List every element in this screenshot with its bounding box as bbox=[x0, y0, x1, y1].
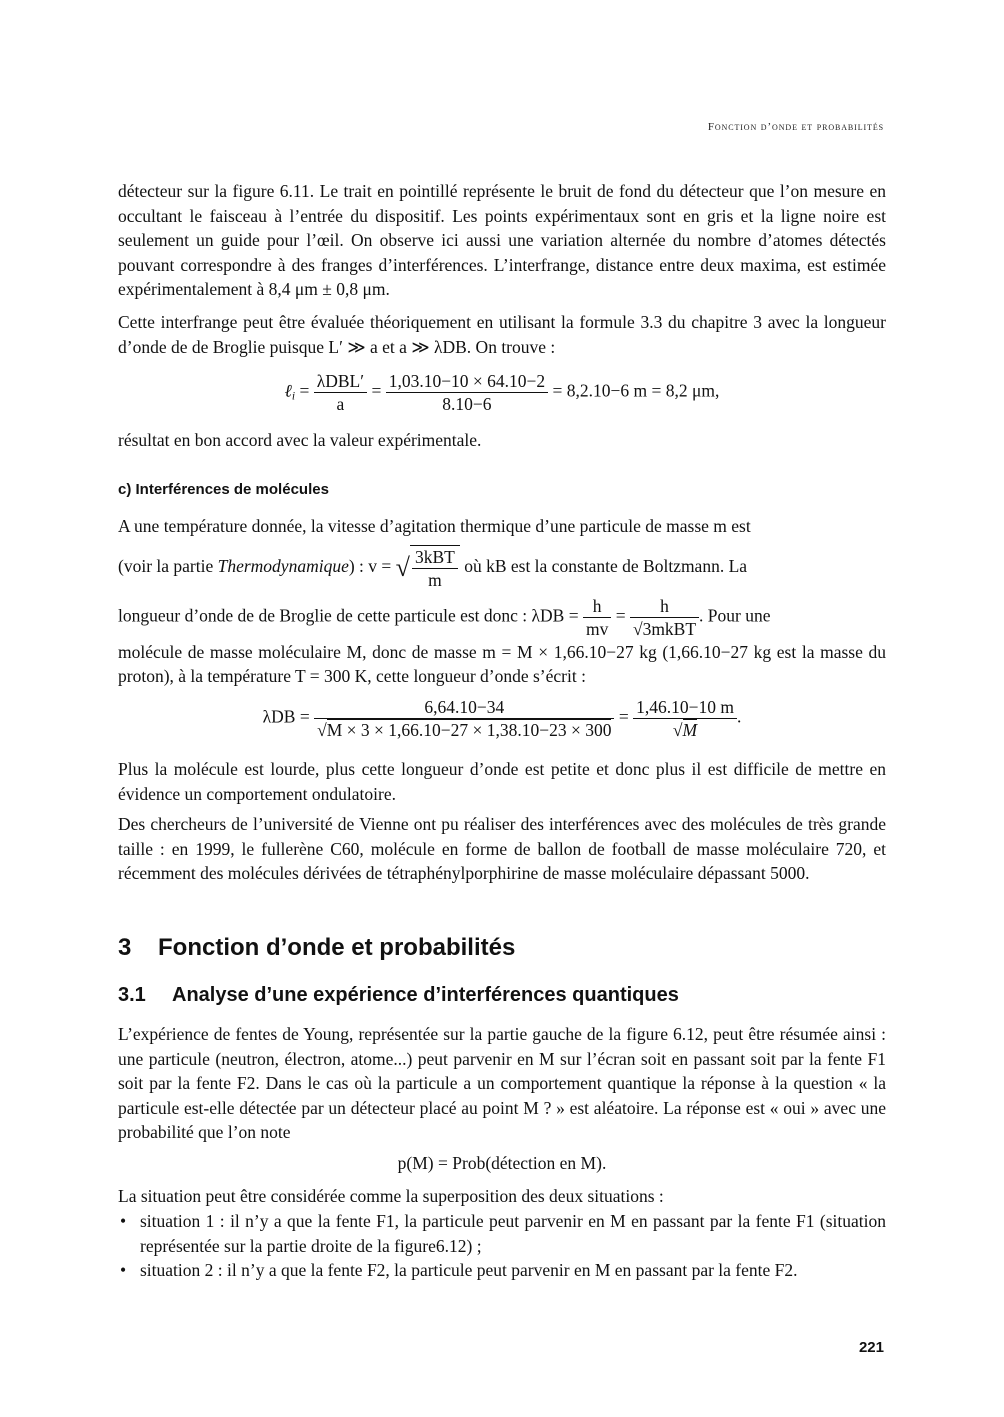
paragraph-molecules-line4: molécule de masse moléculaire M, donc de masse m = M × 1,66.10−27 kg (1,66.10−27 kg est la masse du proton), à la température T = 300 K, cette longueur d’onde s’écrit : bbox=[118, 641, 886, 686]
paragraph-vienna bbox=[118, 812, 886, 886]
paragraph-detector bbox=[118, 179, 886, 302]
paragraph-heavy-molecule bbox=[118, 757, 886, 806]
subsection-heading-3-1: 3.1 Analyse d’une expérience d’interférences quantiques bbox=[118, 984, 679, 1006]
eq2-frac-simplified: $\frac{1,46.10-10 m}{√M}$ bbox=[633, 696, 737, 741]
eq1-frac-values: $\frac{1,03.10-10 \times 64.10-2}{8.10-6}$ bbox=[386, 370, 548, 415]
equation-debroglie-molecule: λDB = $\frac{6,64.10-34}{√M \times 3 \times 1,66.10-27 \times 1,38.10-23 \times 300}$ = $\frac{1,46.10-10 m}{√M}$ . bbox=[262, 697, 742, 740]
situation-list bbox=[118, 1209, 886, 1283]
eq1-result: = 8,2.10−6 m = 8,2 μm, bbox=[552, 380, 720, 401]
paragraph-detector-text: détecteur sur la figure 6.11. Le trait en pointillé représente le bruit de fond du détecteur que l’on mesure en occultant le faisceau à l’entrée du dispositif. Les points expérimentaux sont en gris et la ligne noire est seulement un guide pour l’œil. On observe ici aussi une variation alternée du nombre d’atomes détectés pouvant correspondre à des franges d’interférences. L’interfrange, distance entre deux maxima, est estimée expérimentalement à 8,4 μm ± 0,8 μm. bbox=[118, 181, 886, 299]
paragraph-superposition-text: La situation peut être considérée comme la superposition des deux situations : bbox=[118, 1186, 664, 1206]
eq1-frac-lambda: $\frac{\text{λDBL′}}{a}$ bbox=[314, 370, 367, 415]
bullet-icon: • bbox=[120, 1211, 127, 1231]
paragraph-young bbox=[118, 1022, 886, 1145]
paragraph-result-text: résultat en bon accord avec la valeur expérimentale. bbox=[118, 430, 482, 450]
paragraph-interfrange bbox=[118, 310, 886, 359]
eq1-lhs: ℓ bbox=[284, 380, 292, 401]
eq2-frac-main: $\frac{6,64.10-34}{√M \times 3 \times 1,66.10-27 \times 1,38.10-23 \times 300}$ bbox=[314, 696, 614, 741]
subsection-heading-molecules: c) Interférences de molécules bbox=[118, 481, 329, 498]
bullet-icon: • bbox=[120, 1260, 127, 1280]
paragraph-young-text: L’expérience de fentes de Young, représentée sur la partie gauche de la figure 6.12, peut être résumée ainsi : une particule (neutron, électron, atome...) peut parvenir en M sur l’écran soit en passant soit par la fente F1 soit par la fente F2. Dans le cas où la particule a un comportement quantique la réponse à la question « la particule est-elle détectée par un détecteur placé au point M ? » est aléatoire. La réponse est « oui » avec une probabilité que l’on note bbox=[118, 1024, 886, 1142]
sqrt-velocity: √ $\frac{\text{3kBT}}{m}$ bbox=[396, 545, 460, 591]
paragraph-vienna-text: Des chercheurs de l’université de Vienne ont pu réaliser des interférences avec des molécules de très grande taille : en 1999, le fullerène C60, molécule en forme de ballon de football de masse moléculaire 720, et récemment des molécules dérivées de tétraphénylporphirine de masse moléculaire dépassant 5000. bbox=[118, 814, 886, 883]
paragraph-result bbox=[118, 428, 886, 453]
paragraph-heavy-molecule-text: Plus la molécule est lourde, plus cette longueur d’onde est petite et donc plus il est difficile de mettre en évidence un comportement ondulatoire. bbox=[118, 759, 886, 804]
list-item: • situation 2 : il n’y a que la fente F2, la particule peut parvenir en M en passant par la fente F2. bbox=[118, 1258, 886, 1283]
list-item: • situation 1 : il n’y a que la fente F1, la particule peut parvenir en M en passant par la fente F1 (situation représentée sur la partie droite de la figure6.12) ; bbox=[120, 1211, 886, 1256]
paragraph-molecules-line3: longueur d’onde de de Broglie de cette particule est donc : λDB = $\frac{h}{mv}$ = $\frac{h}{\text{√3mkBT}}$ . Pour une bbox=[118, 595, 771, 639]
paragraph-molecules bbox=[118, 514, 886, 689]
equation-interfrange: ℓ$_i$ = $\frac{\text{λDBL′}}{a}$ = $\frac{1,03.10-10 \times 64.10-2}{8.10-6}$ = 8,2.10−6 m = 8,2 μm, bbox=[284, 371, 720, 414]
section-heading-3: 3 Fonction d’onde et probabilités bbox=[118, 934, 516, 961]
paragraph-interfrange-text: Cette interfrange peut être évaluée théoriquement en utilisant la formule 3.3 du chapitre 3 avec la longueur d’onde de de Broglie puisque L′ ≫ a et a ≫ λDB. On trouve : bbox=[118, 312, 886, 357]
paragraph-molecules-line2: (voir la partie Thermodynamique) : v = √ $\frac{\text{3kBT}}{m}$ où kB est la constante de Boltzmann. La bbox=[118, 546, 748, 590]
paragraph-superposition bbox=[118, 1184, 886, 1209]
equation-probability: p(M) = Prob(détection en M). bbox=[397, 1153, 607, 1173]
paragraph-molecules-line1: A une température donnée, la vitesse d’agitation thermique d’une particule de masse m est bbox=[118, 516, 751, 536]
running-head: Fonction d’onde et probabilités bbox=[707, 121, 884, 133]
page-number: 221 bbox=[858, 1339, 884, 1356]
